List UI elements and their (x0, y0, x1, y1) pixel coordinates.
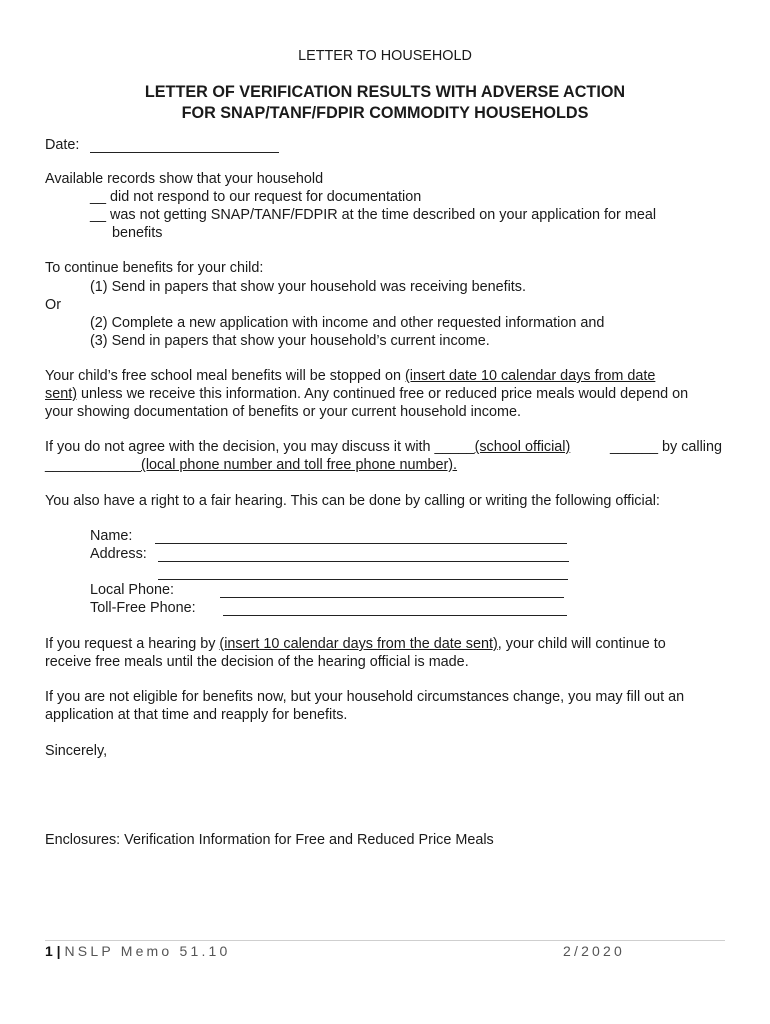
school-official-placeholder: (school official) (474, 439, 571, 455)
title-line-2: FOR SNAP/TANF/FDPIR COMMODITY HOUSEHOLDS (181, 104, 589, 122)
stop-text: Your child’s free school meal benefits will be stopped on (45, 368, 405, 384)
local-phone-label: Local Phone: (90, 582, 175, 598)
phone-blank: ____________ (45, 457, 142, 473)
step-1: (1) Send in papers that show your household was receiving benefits. (90, 279, 526, 295)
option-no-response: __ did not respond to our request for documentation (90, 189, 422, 205)
enclosures: Enclosures: Verification Information for Free and Reduced Price Meals (45, 832, 494, 848)
closing: Sincerely, (45, 743, 108, 759)
page-number: 1 (45, 943, 53, 959)
stop-paragraph-line-3: your showing documentation of benefits or your current household income. (45, 404, 521, 420)
memo-reference: NSLP Memo 51.10 (64, 943, 231, 959)
step-2: (2) Complete a new application with income and other requested information and (90, 315, 605, 331)
disagree-text: If you do not agree with the decision, you may discuss it with _____ (45, 439, 475, 455)
letter-header: LETTER TO HOUSEHOLD (298, 48, 472, 64)
stop-paragraph-line-2 (45, 385, 688, 403)
local-phone-blank-line (220, 597, 564, 598)
disagree-line-2 (45, 456, 457, 474)
continue-intro: To continue benefits for your child: (45, 260, 264, 276)
or-label: Or (45, 297, 61, 313)
request-line-2: receive free meals until the decision of the hearing official is made. (45, 654, 469, 670)
tollfree-phone-label: Toll-Free Phone: (90, 600, 196, 616)
eligible-line-1: If you are not eligible for benefits now, but your household circumstances change, you may fill out an (45, 689, 685, 705)
hearing-intro: You also have a right to a fair hearing. This can be done by calling or writing the following official: (45, 493, 660, 509)
request-date-placeholder: (insert 10 calendar days from the date sent) (219, 636, 498, 652)
footer-date: 2/2020 (563, 943, 626, 959)
title-line-1: LETTER OF VERIFICATION RESULTS WITH ADVERSE ACTION (144, 83, 626, 101)
date-blank-line (90, 152, 279, 153)
date-label: Date: (45, 137, 80, 153)
name-label: Name: (90, 528, 133, 544)
stop-date-placeholder: (insert date 10 calendar days from date (404, 368, 656, 384)
eligible-line-2: application at that time and reapply for benefits. (45, 707, 348, 723)
name-blank-line (155, 543, 567, 544)
stop-date-placeholder-cont: sent) (45, 386, 77, 402)
request-line-1 (45, 635, 666, 653)
address-blank-line-1 (158, 561, 569, 562)
address-label: Address: (90, 546, 147, 562)
footer-divider (45, 940, 725, 941)
records-intro: Available records show that your household (45, 171, 324, 187)
step-3: (3) Send in papers that show your household’s current income. (90, 333, 490, 349)
option-not-getting-benefits: __ was not getting SNAP/TANF/FDPIR at the time described on your application for meal (90, 207, 657, 223)
by-calling-text: ______ by calling (609, 439, 722, 455)
footer-memo (45, 943, 231, 959)
stop-paragraph-line-1 (45, 367, 655, 385)
phone-placeholder: (local phone number and toll free phone number). (141, 457, 458, 473)
stop-text-cont: unless we receive this information. Any continued free or reduced price meals would depend on (77, 386, 689, 402)
request-text: If you request a hearing by (45, 636, 220, 652)
disagree-line-1 (45, 438, 725, 456)
tollfree-phone-blank-line (223, 615, 567, 616)
address-blank-line-2 (158, 579, 568, 580)
footer-separator: | (52, 943, 65, 959)
request-text-cont: , your child will continue to (497, 636, 666, 652)
option-not-getting-benefits-cont: benefits (112, 225, 163, 241)
